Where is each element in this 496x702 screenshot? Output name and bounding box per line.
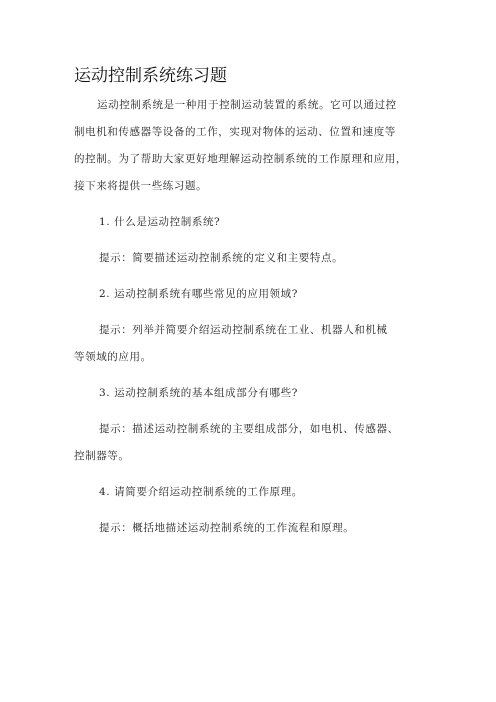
intro-line-4: 接下来将提供一些练习题。 <box>74 180 208 192</box>
intro-line-3: 的控制。为了帮助大家更好地理解运动控制系统的工作原理和应用， <box>74 153 407 165</box>
hint-4-line-1: 提示：概括地描述运动控制系统的工作流程和原理。 <box>99 522 355 534</box>
question-1: 1. 什么是运动控制系统? <box>99 216 221 228</box>
hint-1-line-1: 提示：简要描述运动控制系统的定义和主要特点。 <box>99 252 344 264</box>
question-3: 3. 运动控制系统的基本组成部分有哪些? <box>99 387 298 399</box>
hint-2-line-2: 等领域的应用。 <box>74 351 152 363</box>
document-title: 运动控制系统练习题 <box>74 66 227 86</box>
hint-2-line-1: 提示：列举并简要介绍运动控制系统在工业、机器人和机械 <box>99 324 388 336</box>
question-2: 2. 运动控制系统有哪些常见的应用领域? <box>99 288 298 300</box>
question-4: 4. 请简要介绍运动控制系统的工作原理。 <box>99 486 303 498</box>
hint-3-line-2: 控制器等。 <box>74 450 130 462</box>
intro-line-1: 运动控制系统是一种用于控制运动装置的系统。它可以通过控 <box>97 99 397 111</box>
hint-3-line-1: 提示：描述运动控制系统的主要组成部分，如电机、传感器、 <box>99 423 399 435</box>
intro-line-2: 制电机和传感器等设备的工作，实现对物体的运动、位置和速度等 <box>74 126 396 138</box>
